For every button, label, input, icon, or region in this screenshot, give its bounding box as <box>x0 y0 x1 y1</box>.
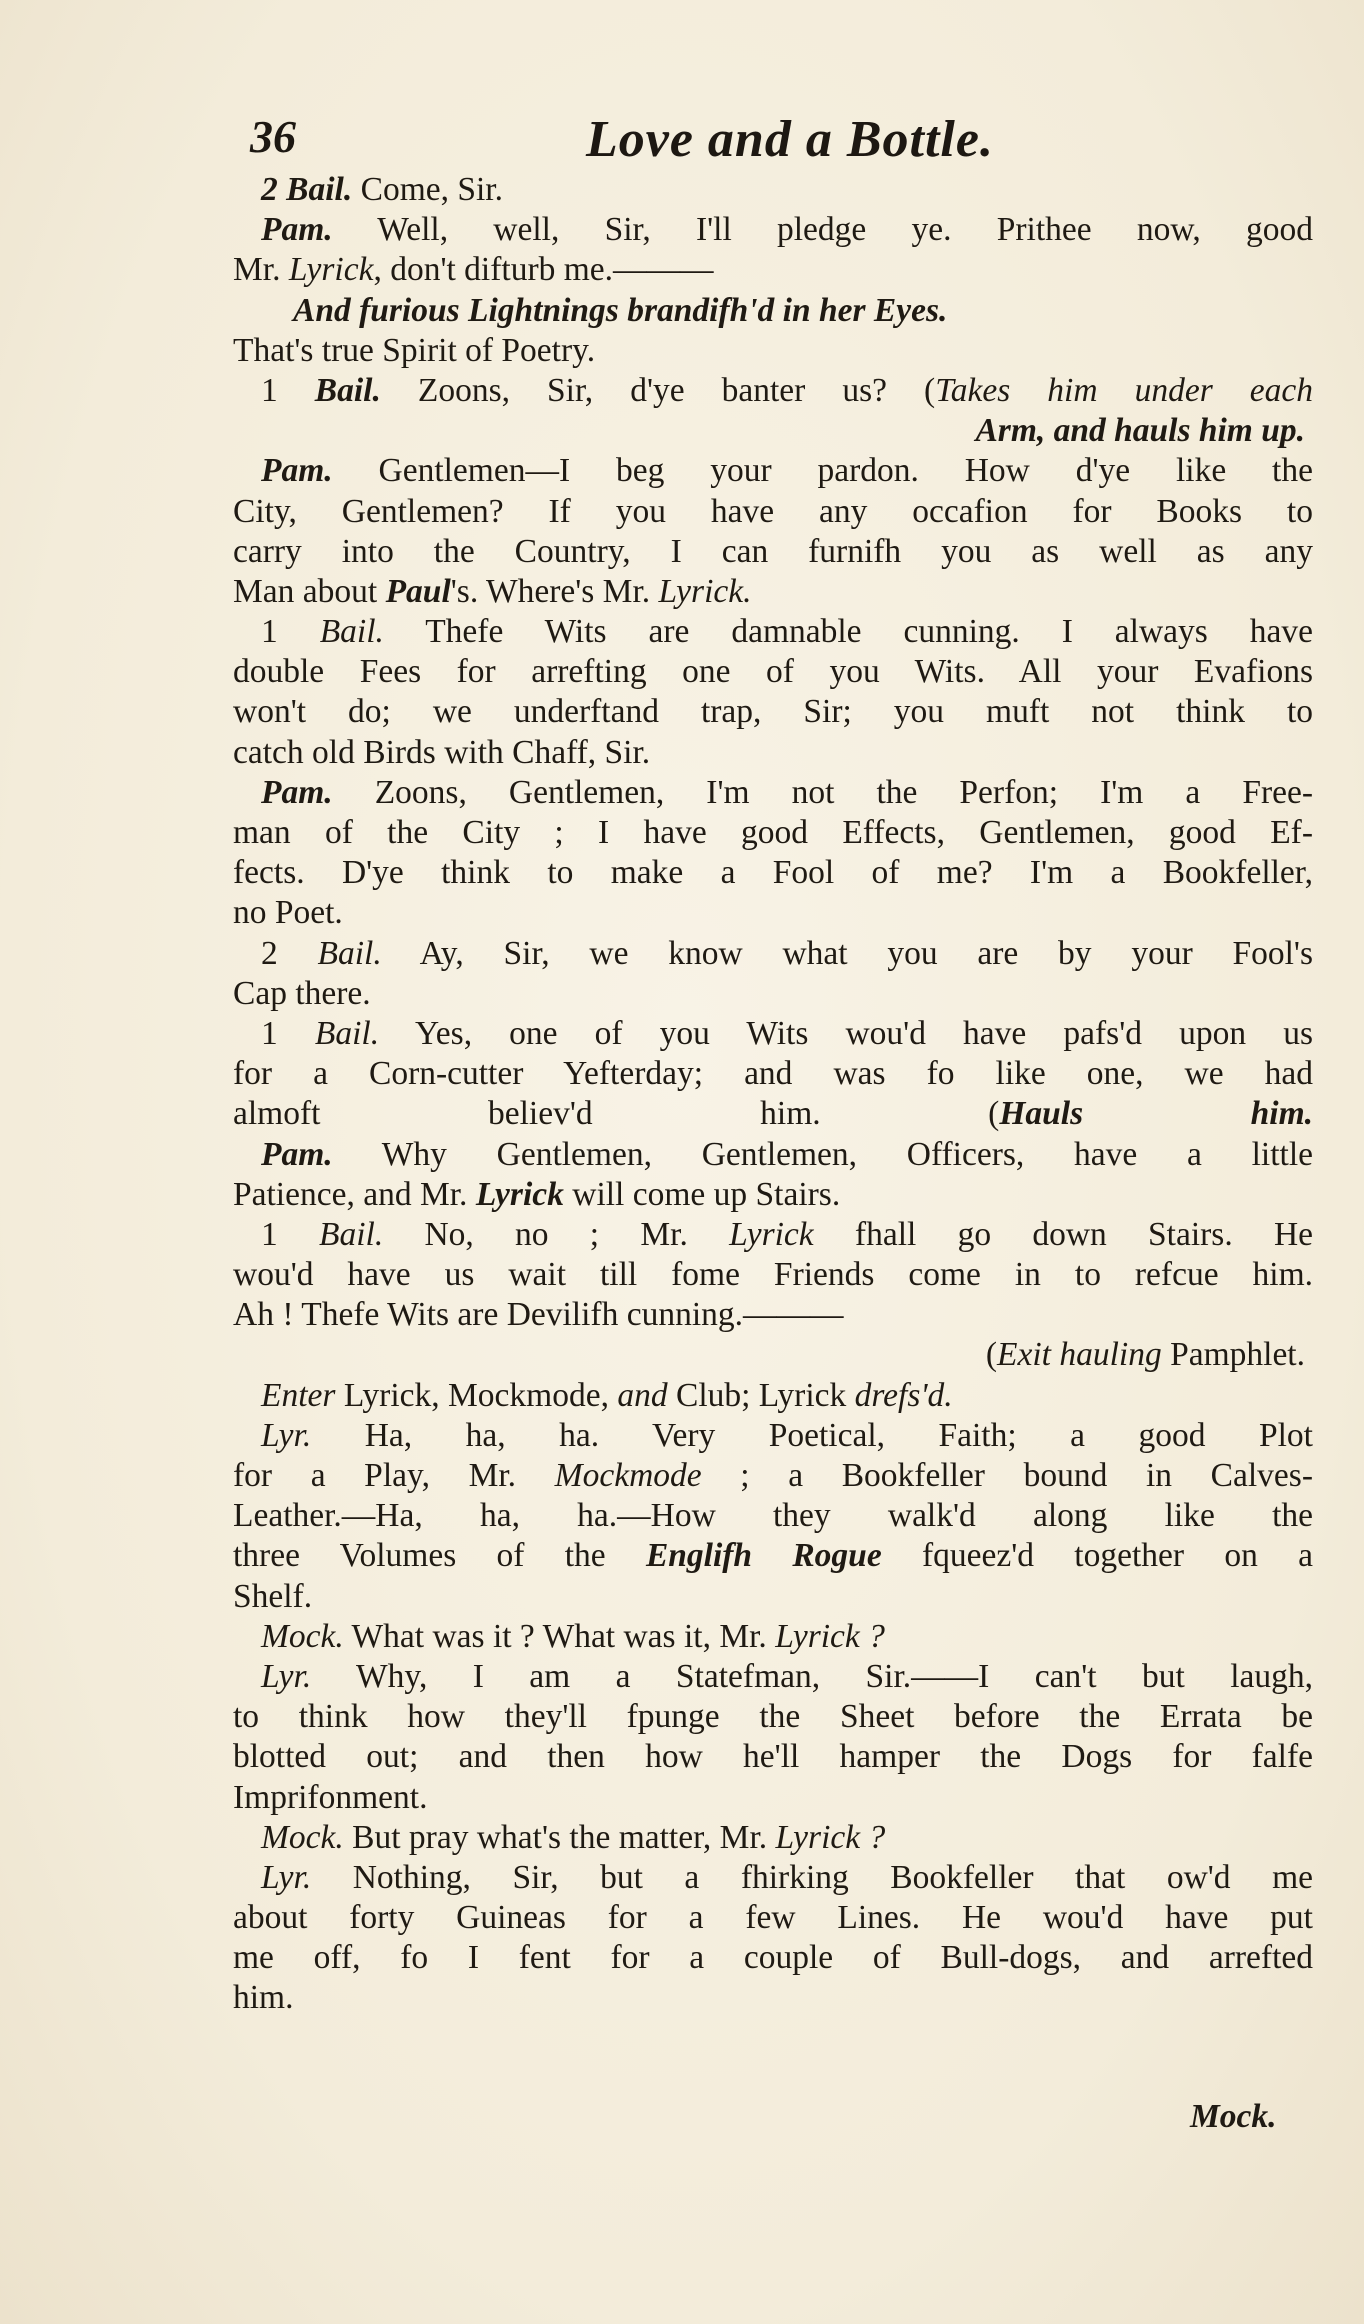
text-line <box>233 1456 1313 1496</box>
text-line <box>233 1737 1313 1777</box>
italic-text-run: Pam. <box>261 1135 333 1173</box>
text-run: Why Gentlemen, Gentlemen, Officers, have a little <box>332 1135 1313 1173</box>
text-run: Ah ! Thefe Wits are Devilifh cunning.——— <box>233 1296 844 1334</box>
text-line <box>233 492 1313 532</box>
italic-text-run: Bail. <box>319 1215 384 1253</box>
italic-text-run: Lyrick ? <box>775 1617 885 1655</box>
text-line <box>233 331 1313 371</box>
text-run: , don't difturb me.——— <box>373 251 714 289</box>
text-line <box>233 1376 1313 1416</box>
text-line <box>233 652 1313 692</box>
text-run: wou'd have us wait till fome Friends come in to refcue him. <box>233 1256 1313 1294</box>
italic-text-run: Enter <box>261 1376 336 1414</box>
italic-text-run: Bail. <box>314 371 381 409</box>
italic-text-run: And furious Lightnings brandifh'd in her Eyes. <box>293 291 948 329</box>
italic-text-run: Exit hauling <box>997 1336 1162 1374</box>
text-line <box>233 451 1313 491</box>
italic-text-run: Hauls him. <box>999 1095 1314 1133</box>
italic-text-run: Bail. <box>319 613 384 651</box>
text-run: Zoons, Gentlemen, I'm not the Perfon; I'm a Free- <box>332 773 1313 811</box>
text-run: will come up Stairs. <box>563 1175 841 1213</box>
play-text-body <box>233 170 1313 2019</box>
italic-text-run: Englifh Rogue <box>645 1537 882 1575</box>
text-run: City, Gentlemen? If you have any occafion for Books to <box>233 492 1313 530</box>
text-run: Imprifonment. <box>233 1778 428 1816</box>
text-run: blotted out; and then how he'll hamper the Dogs for falfe <box>233 1738 1313 1776</box>
text-run: for a Corn-cutter Yefterday; and was fo like one, we had <box>233 1055 1313 1093</box>
text-line <box>233 532 1313 572</box>
text-line <box>233 1135 1313 1175</box>
text-line <box>233 1094 1313 1134</box>
italic-text-run: Pam. <box>261 773 333 811</box>
page-number: 36 <box>250 111 296 162</box>
text-run: 2 <box>261 934 318 972</box>
text-run: Well, well, Sir, I'll pledge ye. Prithee now, good <box>332 211 1313 249</box>
text-line <box>233 1898 1313 1938</box>
text-run: Yes, one of you Wits wou'd have pafs'd upon us <box>379 1014 1314 1052</box>
text-line <box>233 1617 1313 1657</box>
text-run: won't do; we underftand trap, Sir; you muft not think to <box>233 693 1313 731</box>
text-run: Ha, ha, ha. Very Poetical, Faith; a good Plot <box>311 1416 1313 1454</box>
text-run: 1 <box>261 1014 315 1052</box>
text-line <box>233 1014 1313 1054</box>
text-run: to think how they'll fpunge the Sheet before the Errata be <box>233 1698 1313 1736</box>
text-run: for a Play, Mr. <box>233 1457 555 1494</box>
text-run: Patience, and Mr. <box>233 1175 476 1213</box>
text-run: him. <box>233 1979 294 2017</box>
text-line <box>233 371 1313 411</box>
text-run: about forty Guineas for a few Lines. He wou'd have put <box>233 1899 1313 1937</box>
text-run: But pray what's the matter, Mr. <box>343 1818 776 1856</box>
text-run: fqueez'd together on a <box>881 1537 1313 1575</box>
text-run: Leather.—Ha, ha, ha.—How they walk'd along like the <box>233 1497 1313 1535</box>
text-run: Thefe Wits are damnable cunning. I always have <box>383 613 1313 651</box>
text-run: Club; Lyrick <box>667 1376 855 1414</box>
text-line <box>233 692 1313 732</box>
italic-text-run: and <box>617 1376 668 1414</box>
text-line <box>233 1295 1313 1335</box>
italic-text-run: Pam. <box>261 211 333 249</box>
text-run: catch old Birds with Chaff, Sir. <box>233 733 651 771</box>
text-run: no Poet. <box>233 894 343 932</box>
text-line <box>233 1175 1313 1215</box>
italic-text-run: Lyr. <box>261 1416 312 1454</box>
italic-text-run: Mock. <box>261 1818 344 1856</box>
text-run: 1 <box>261 1215 320 1253</box>
text-run: Mr. <box>233 251 289 289</box>
text-run: Why, I am a Statefman, Sir.——I can't but laugh, <box>311 1657 1313 1695</box>
text-line <box>233 1255 1313 1295</box>
text-line <box>233 1054 1313 1094</box>
italic-text-run: Lyr. <box>261 1657 312 1695</box>
text-run: fhall go down Stairs. He <box>813 1215 1314 1253</box>
text-run: Nothing, Sir, but a fhirking Bookfeller that ow'd me <box>311 1858 1313 1896</box>
italic-text-run: Lyrick <box>475 1175 564 1213</box>
text-run: Lyrick, Mockmode, <box>335 1376 618 1414</box>
text-run: That's true Spirit of Poetry. <box>233 331 596 369</box>
italic-text-run: Lyrick. <box>658 572 752 610</box>
italic-text-run: Mockmode <box>554 1457 702 1494</box>
text-run: carry into the Country, I can furnifh you as well as any <box>233 532 1313 570</box>
italic-text-run: 2 Bail. <box>261 171 353 208</box>
text-run: Pamphlet. <box>1161 1336 1305 1374</box>
text-line <box>233 813 1313 853</box>
italic-text-run: Takes him under each <box>935 371 1314 409</box>
text-run: Zoons, Sir, d'ye banter us? ( <box>380 371 936 409</box>
text-line <box>233 1496 1313 1536</box>
text-line <box>233 1778 1313 1818</box>
italic-text-run: Paul <box>385 572 451 610</box>
italic-text-run: Lyr. <box>261 1858 312 1896</box>
text-line <box>233 1938 1313 1978</box>
text-line <box>233 1335 1313 1375</box>
text-line <box>233 1697 1313 1737</box>
text-line <box>233 572 1313 612</box>
running-title: Love and a Bottle. <box>586 111 994 168</box>
text-line <box>233 1657 1313 1697</box>
text-run: Shelf. <box>233 1577 313 1615</box>
text-line <box>233 170 1313 210</box>
text-line <box>233 1536 1313 1576</box>
italic-text-run: Pam. <box>261 452 333 490</box>
text-run: me off, fo I fent for a couple of Bull-dogs, and arrefted <box>233 1939 1313 1977</box>
text-line <box>233 210 1313 250</box>
text-line <box>233 934 1313 974</box>
italic-text-run: Arm, and hauls him up. <box>975 412 1305 450</box>
text-line <box>233 893 1313 933</box>
italic-text-run: Lyrick ? <box>775 1818 886 1856</box>
text-line <box>233 1818 1313 1858</box>
italic-text-run: drefs'd. <box>854 1376 953 1414</box>
text-line <box>233 1577 1313 1617</box>
text-line <box>233 411 1313 451</box>
text-line <box>233 1416 1313 1456</box>
italic-text-run: Lyrick <box>729 1215 814 1253</box>
text-run: 's. Where's Mr. <box>450 572 659 610</box>
text-line <box>233 1215 1313 1255</box>
text-run: Ay, Sir, we know what you are by your Fool's <box>381 934 1314 972</box>
italic-text-run: Lyrick <box>288 251 374 289</box>
text-run: ; a Bookfeller bound in Calves- <box>701 1457 1313 1494</box>
catchword: Mock. <box>1190 2098 1277 2135</box>
text-run: fects. D'ye think to make a Fool of me? I'm a Bookfeller, <box>233 854 1313 892</box>
text-line <box>233 773 1313 813</box>
text-run: Cap there. <box>233 974 371 1012</box>
italic-text-run: Mock. <box>261 1617 344 1655</box>
italic-text-run: Bail. <box>314 1014 380 1052</box>
text-run: No, no ; Mr. <box>383 1215 730 1253</box>
text-run: almoft believ'd him. ( <box>233 1095 1000 1133</box>
text-run: man of the City ; I have good Effects, Gentlemen, good Ef- <box>233 814 1313 851</box>
text-line <box>233 853 1313 893</box>
text-run: Gentlemen—I beg your pardon. How d'ye like the <box>332 452 1313 490</box>
text-line <box>233 974 1313 1014</box>
text-run: Come, Sir. <box>352 171 503 208</box>
text-run: double Fees for arrefting one of you Wits. All your Evafions <box>233 653 1313 691</box>
text-line <box>233 733 1313 773</box>
text-line <box>233 1978 1313 2018</box>
text-run: three Volumes of the <box>233 1537 646 1575</box>
text-line <box>233 612 1313 652</box>
text-line <box>233 250 1313 290</box>
text-run: ( <box>985 1336 998 1374</box>
text-run: 1 <box>261 613 320 651</box>
text-line <box>233 1858 1313 1898</box>
italic-text-run: Bail. <box>317 934 382 972</box>
text-run: What was it ? What was it, Mr. <box>343 1617 776 1655</box>
text-line <box>233 291 1313 331</box>
text-run: Man about <box>233 572 386 610</box>
text-run: 1 <box>261 371 315 409</box>
